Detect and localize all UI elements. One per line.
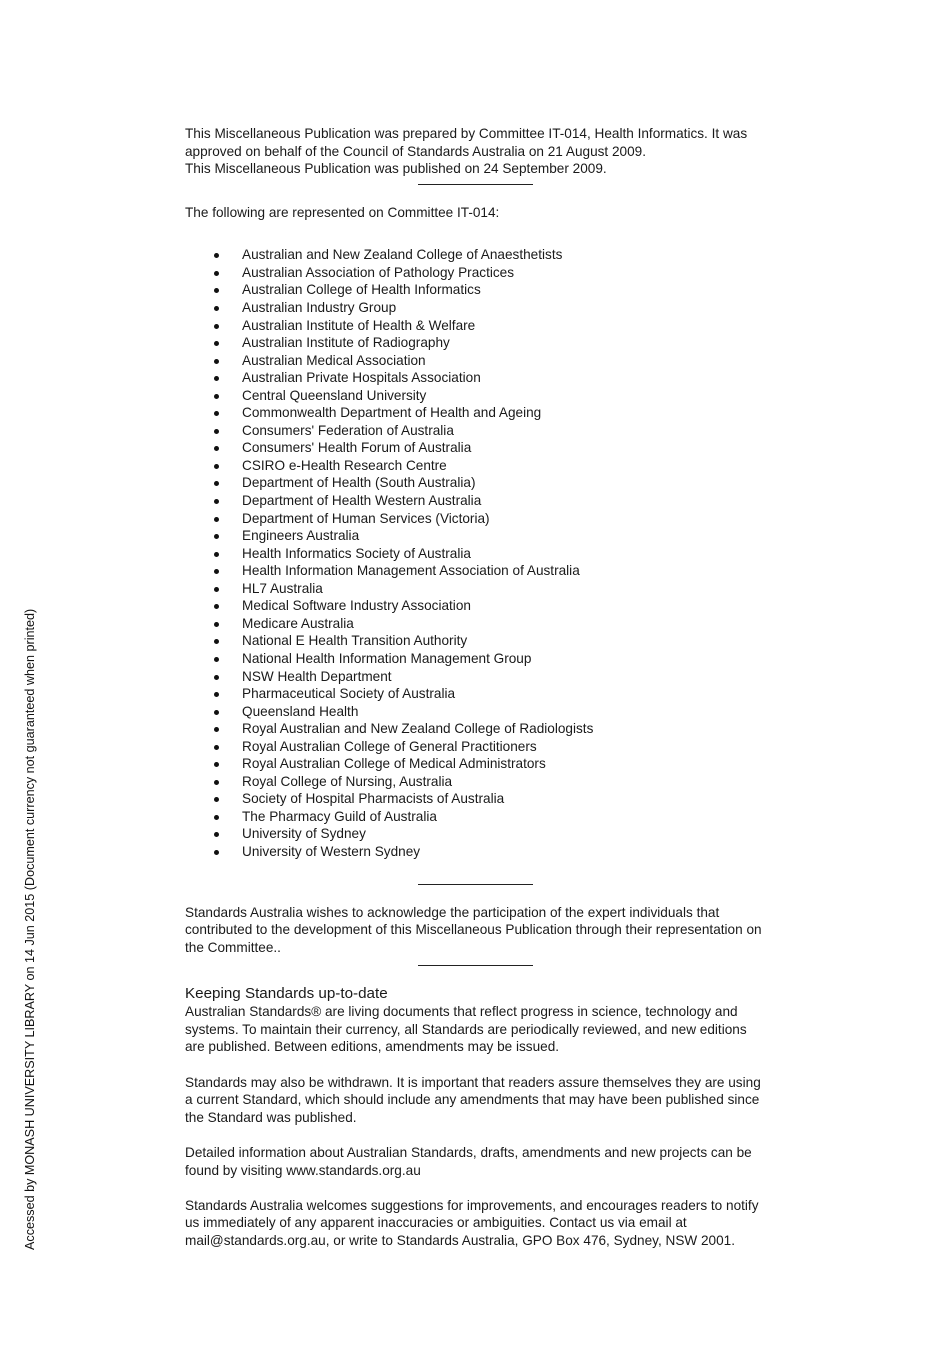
committee-member-name: National E Health Transition Authority: [242, 633, 468, 649]
committee-member-name: Health Information Management Association of Australia: [242, 563, 580, 579]
committee-member-item: [185, 615, 770, 633]
bullet-icon: [214, 604, 219, 609]
keeping-para-website: Detailed information about Australian Standards, drafts, amendments and new projects can be found by visiting www.standards.org.au: [185, 1145, 752, 1178]
bullet-icon: [214, 832, 219, 837]
committee-member-item: [185, 825, 770, 843]
committee-member-name: Health Informatics Society of Australia: [242, 545, 471, 561]
committee-member-name: Commonwealth Department of Health and Ageing: [242, 405, 542, 421]
committee-member-name: Society of Hospital Pharmacists of Australia: [242, 791, 505, 807]
committee-member-name: Department of Health Western Australia: [242, 493, 482, 509]
bullet-icon: [214, 411, 219, 416]
committee-member-name: Australian Medical Association: [242, 352, 426, 368]
bullet-icon: [214, 376, 219, 381]
bullet-icon: [214, 762, 219, 767]
committee-member-name: Royal Australian College of General Practitioners: [242, 738, 537, 754]
committee-member-item: [185, 580, 770, 598]
committee-member-item: [185, 808, 770, 826]
committee-member-name: Australian Association of Pathology Practices: [242, 264, 515, 280]
committee-member-item: [185, 773, 770, 791]
bullet-icon: [214, 780, 219, 785]
committee-member-item: [185, 457, 770, 475]
bullet-icon: [214, 341, 219, 346]
committee-member-item: [185, 668, 770, 686]
committee-member-item: [185, 264, 770, 282]
bullet-icon: [214, 745, 219, 750]
committee-member-item: [185, 246, 770, 264]
bullet-icon: [214, 797, 219, 802]
committee-member-name: University of Western Sydney: [242, 843, 421, 859]
committee-member-item: [185, 843, 770, 861]
committee-member-item: [185, 632, 770, 650]
bullet-icon: [214, 850, 219, 855]
committee-member-name: Consumers' Federation of Australia: [242, 422, 454, 438]
committee-member-item: [185, 562, 770, 580]
committee-member-item: [185, 352, 770, 370]
bullet-icon: [214, 429, 219, 434]
committee-member-item: [185, 492, 770, 510]
committee-member-item: [185, 281, 770, 299]
keeping-standards-heading: Keeping Standards up-to-date: [185, 985, 388, 1003]
committee-member-name: Australian and New Zealand College of Anaesthetists: [242, 247, 563, 263]
committee-member-name: Australian College of Health Informatics: [242, 282, 481, 298]
committee-member-item: [185, 790, 770, 808]
bullet-icon: [214, 569, 219, 574]
committee-member-item: [185, 527, 770, 545]
keeping-para-living-documents: Australian Standards® are living documents that reflect progress in science, technology and systems. To maintain their currency, all Standards are periodically reviewed, and new editions are published. Between editions, amendments may be issued.: [185, 1004, 747, 1055]
committee-member-name: Department of Human Services (Victoria): [242, 510, 490, 526]
committee-member-name: Department of Health (South Australia): [242, 475, 476, 491]
committee-member-name: Royal College of Nursing, Australia: [242, 773, 453, 789]
committee-member-name: Queensland Health: [242, 703, 359, 719]
committee-member-item: [185, 474, 770, 492]
committee-member-item: [185, 755, 770, 773]
bullet-icon: [214, 587, 219, 592]
bullet-icon: [214, 464, 219, 469]
committee-member-name: Australian Industry Group: [242, 300, 397, 316]
committee-member-item: [185, 545, 770, 563]
committee-member-item: [185, 738, 770, 756]
keeping-para-contact: Standards Australia welcomes suggestions for improvements, and encourages readers to notify us immediately of any apparent inaccuracies or ambiguities. Contact us via email at mail@standards.org.au, or write to Standards Australia, GPO Box 476, Sydney, NSW 2001.: [185, 1197, 759, 1249]
committee-member-item: [185, 650, 770, 668]
committee-member-item: [185, 404, 770, 422]
committee-member-name: NSW Health Department: [242, 668, 392, 684]
bullet-icon: [214, 253, 219, 258]
bullet-icon: [214, 324, 219, 329]
access-watermark-note: Accessed by MONASH UNIVERSITY LIBRARY on 14 Jun 2015 (Document currency not guaranteed when printed): [23, 608, 37, 1250]
intro-approval-text: This Miscellaneous Publication was prepared by Committee IT-014, Health Informatics. It was approved on behalf of the Council of Standards Australia on 21 August 2009.: [185, 126, 748, 159]
committee-member-item: [185, 422, 770, 440]
bullet-icon: [214, 675, 219, 680]
committee-member-name: CSIRO e-Health Research Centre: [242, 457, 447, 473]
bullet-icon: [214, 815, 219, 820]
committee-member-item: [185, 703, 770, 721]
committee-member-list: [185, 246, 770, 860]
committee-member-name: Central Queensland University: [242, 387, 427, 403]
committee-member-name: Medical Software Industry Association: [242, 598, 471, 614]
divider-rule: [418, 884, 533, 885]
committee-member-item: [185, 387, 770, 405]
bullet-icon: [214, 657, 219, 662]
bullet-icon: [214, 359, 219, 364]
committee-member-name: Pharmaceutical Society of Australia: [242, 686, 456, 702]
committee-member-item: [185, 685, 770, 703]
bullet-icon: [214, 271, 219, 276]
committee-member-name: University of Sydney: [242, 826, 366, 842]
bullet-icon: [214, 552, 219, 557]
bullet-icon: [214, 446, 219, 451]
committee-member-item: [185, 439, 770, 457]
committee-member-item: [185, 597, 770, 615]
bullet-icon: [214, 481, 219, 486]
committee-member-item: [185, 720, 770, 738]
committee-member-item: [185, 334, 770, 352]
committee-heading: The following are represented on Committee IT-014:: [185, 204, 500, 220]
bullet-icon: [214, 394, 219, 399]
committee-member-name: HL7 Australia: [242, 580, 323, 596]
keeping-para-withdrawn: Standards may also be withdrawn. It is important that readers assure themselves they are using a current Standard, which should include any amendments that may have been published since the Standard was published.: [185, 1074, 761, 1125]
committee-member-item: [185, 510, 770, 528]
bullet-icon: [214, 306, 219, 311]
document-page: [185, 125, 770, 1250]
committee-member-item: [185, 299, 770, 317]
committee-member-name: Royal Australian and New Zealand College of Radiologists: [242, 721, 594, 737]
committee-member-name: Australian Institute of Health & Welfare: [242, 317, 476, 333]
bullet-icon: [214, 710, 219, 715]
committee-member-item: [185, 317, 770, 335]
bullet-icon: [214, 534, 219, 539]
committee-member-name: Australian Institute of Radiography: [242, 335, 450, 351]
bullet-icon: [214, 499, 219, 504]
bullet-icon: [214, 727, 219, 732]
committee-member-name: Consumers' Health Forum of Australia: [242, 440, 472, 456]
bullet-icon: [214, 517, 219, 522]
divider-rule: [418, 965, 533, 966]
committee-member-name: Engineers Australia: [242, 528, 360, 544]
committee-member-name: National Health Information Management Group: [242, 650, 532, 666]
divider-rule: [418, 184, 533, 185]
intro-published-text: This Miscellaneous Publication was published on 24 September 2009.: [185, 161, 607, 177]
bullet-icon: [214, 692, 219, 697]
committee-member-name: The Pharmacy Guild of Australia: [242, 808, 437, 824]
committee-member-name: Australian Private Hospitals Association: [242, 370, 481, 386]
acknowledgement-text: Standards Australia wishes to acknowledge the participation of the expert individuals that contributed to the development of this Miscellaneous Publication through their representation on the Committee..: [185, 904, 762, 955]
bullet-icon: [214, 288, 219, 293]
committee-member-name: Medicare Australia: [242, 615, 354, 631]
bullet-icon: [214, 639, 219, 644]
committee-member-name: Royal Australian College of Medical Administrators: [242, 756, 546, 772]
committee-member-item: [185, 369, 770, 387]
bullet-icon: [214, 622, 219, 627]
